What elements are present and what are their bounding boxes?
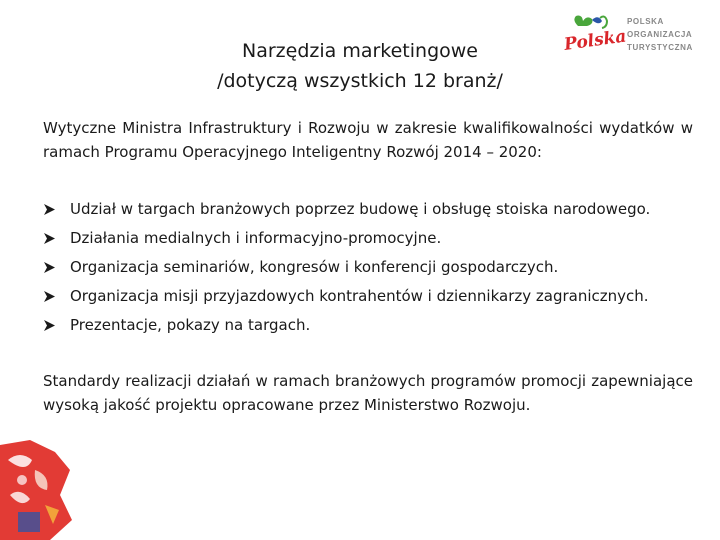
intro-paragraph: Wytyczne Ministra Infrastruktury i Rozwoju w zakresie kwalifikowalności wydatków w ramach Programu Operacyjnego Inteligentny Rozwój 2014 – 2020: — [43, 119, 693, 161]
list-item: Organizacja misji przyjazdowych kontrahentów i dziennikarzy zagranicznych. — [43, 282, 713, 311]
list-item: Prezentacje, pokazy na targach. — [43, 311, 713, 340]
arrow-bullet-icon — [43, 203, 56, 216]
list-item: Działania medialnych i informacyjno-promocyjne. — [43, 224, 713, 253]
list-item: Organizacja seminariów, kongresów i konferencji gospodarczych. — [43, 253, 713, 282]
list-item: Udział w targach branżowych poprzez budowę i obsługę stoiska narodowego. — [43, 195, 713, 224]
title-line-1: Narzędzia marketingowe — [242, 40, 478, 62]
logo-script-text: Polska — [562, 26, 628, 55]
arrow-bullet-icon — [43, 319, 56, 332]
title-line-2: /dotyczą wszystkich 12 branż/ — [217, 70, 503, 92]
arrow-bullet-icon — [43, 232, 56, 245]
logo-org-name: POLSKA ORGANIZACJA TURYSTYCZNA — [627, 17, 693, 52]
bullet-list — [43, 195, 713, 340]
slide-title — [170, 36, 550, 96]
flower-icon — [574, 16, 592, 26]
arrow-bullet-icon — [43, 290, 56, 303]
decorative-graphic — [0, 440, 80, 540]
arrow-bullet-icon — [43, 261, 56, 274]
outro-paragraph: Standardy realizacji działań w ramach branżowych programów promocji zapewniające wysoką jakość projektu opracowane przez Ministerstwo Rozwoju. — [43, 372, 693, 414]
